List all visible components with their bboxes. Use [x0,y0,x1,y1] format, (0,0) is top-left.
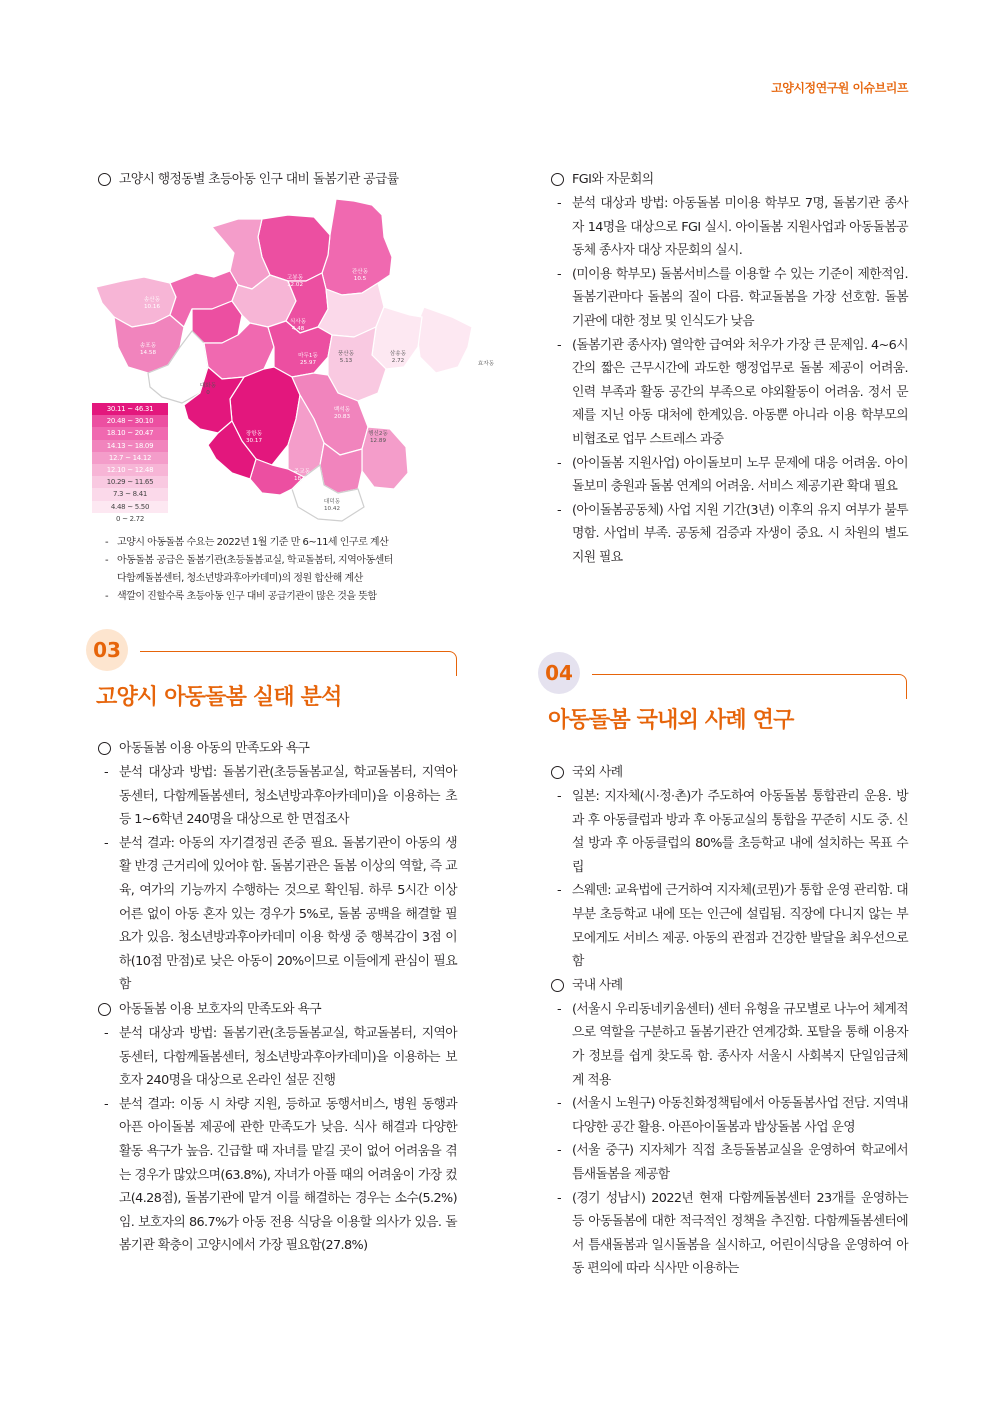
region-label-daehwa-value: 0 [206,390,210,396]
map-note: - 아동돌봄 공급은 돌봄기관(초등돌봄교실, 학교돌봄터, 지역아동센터 [105,555,393,566]
region-label-sikssa: 식사동 [289,319,307,325]
region-label-pungsan-value: 5.13 [339,358,353,364]
section-04-badge: 04 [538,652,580,694]
block-item: - 분석 결과: 아동의 자기결정권 존중 필요. 돌봄기관이 아동의 생활 반경 근거리에 있어야 함. 돌봄기관은 돌봄 이상의 역할, 즉 교육, 여가의 기능까지 수행하는 것으로 확인됨. 하루 5시간 이상 어른 없이 아동 혼자 있는 경우가 5%로, 돌봄 공백을 해결할 필요가 있음. 청소년방과후아카데미 이용 학생 중 행복감이 3점 이하(10점 만점)로 낮은 아동이 20%이므로 이들에게 관심이 필요함 [104,835,457,993]
region-label-samsong: 삼송동 [389,351,407,357]
block-item: - 분석 결과: 이동 시 차량 지원, 등하교 동행서비스, 병원 동행과 아픈 아이돌봄 제공에 관한 만족도가 낮음. 식사 해결과 다양한 활동 욕구가 높음. 긴급할 때 자녀를 맡길 곳이 없어 어려움을 겪는 경우가 많았으며(63.8%), 자녀가 아플 때의 어려움이 가장 컸고(4.28점), 돌봄기관에 맡겨 이를 해결하는 경우는 소수(5.2%)임. 보호자의 86.7%가 아동 전용 식당을 이용할 의사가 있음. 돌봄기관 확충이 고양시에서 가장 필요함(27.8%) [104,1096,457,1254]
section-03-title: 고양시 아동돌봄 실태 분석 [96,685,342,710]
map-note: - 색깔이 진할수록 초등아동 인구 대비 공급기관이 많은 것을 뜻함 [105,591,377,602]
region-label-changneung-value: 7.1 [413,282,423,288]
region-label-songpo-value: 14.58 [139,350,157,356]
region-label-haengsin: 행신2동 [368,431,388,437]
block-item: - 분석 대상과 방법: 돌봄기관(초등돌봄교실, 학교돌봄터, 지역아동센터, 다함께돌봄센터, 청소년방과후아카데미)을 이용하는 보호자 240명을 대상으로 온라인 설문 진행 [104,1025,457,1089]
block-heading: 아동돌봄 이용 보호자의 만족도와 욕구 [95,998,457,1022]
bullet-circle-icon [551,979,564,992]
bullet-circle-icon [98,742,111,755]
legend-item: 12.7 ~ 14.12 [92,452,168,464]
region-label-haengsin-value: 12.89 [369,438,387,444]
region-label-baekseok-value: 20.83 [333,414,351,420]
region-label-songsan-value: 10.16 [143,304,161,310]
legend-item: 12.10 ~ 12.48 [92,464,168,476]
legend-item: 10.29 ~ 11.65 [92,476,168,488]
bullet-circle-icon [551,173,564,186]
section-04-rule [592,674,907,699]
legend-item: 14.13 ~ 18.09 [92,440,168,452]
legend-item: 18.10 ~ 20.47 [92,427,168,439]
block-item: - 스웨덴: 교육법에 근거하여 지자체(코뮌)가 통합 운영 관리함. 대부분 초등학교 내에 또는 인근에 설립됨. 직장에 다니지 않는 부모에게도 서비스 제공. 아동의 관점과 건강한 발달을 최우선으로 함 [557,883,908,970]
region-label-daedeok: 대덕동 [323,499,341,505]
region-label-gobong-value: 12.02 [286,282,304,288]
region-label-daedeok-value: 10.42 [323,506,341,512]
block-item: - (경기 성남시) 2022년 현재 다함께돌봄센터 23개를 운영하는 등 아동돌봄에 대한 적극적인 정책을 추진함. 다함께돌봄센터에서 틈새돌봄과 일시돌봄을 실시하고, 어린이식당을 운영하여 아동 편의에 따라 식사만 이용하는 [557,1190,908,1277]
region-label-janghang: 장항동 [245,431,263,437]
region-label-songsan: 송산동 [143,297,161,303]
bullet-circle-icon [551,766,564,779]
map-note: - 고양시 아동돌봄 수요는 2022년 1월 기준 만 6~11세 인구로 계산 [105,537,389,548]
block-heading: 아동돌봄 이용 아동의 만족도와 욕구 [95,737,457,761]
section-03-body [95,737,457,1258]
region-label-madu-value: 25.97 [299,360,317,366]
legend-item: 0 ~ 2.72 [92,513,168,525]
region-label-baekseok: 백석동 [333,407,351,413]
map-heading: 고양시 행정동별 초등아동 인구 대비 돌봄기관 공급률 [95,168,457,192]
region-label-madu: 마두1동 [298,353,318,359]
legend-item: 4.48 ~ 5.50 [92,501,168,513]
fgi-item: - (아이돌봄 지원사업) 아이돌보미 노무 문제에 대응 어려움. 아이돌보미 충원과 돌봄 연계의 어려움. 서비스 제공기관 확대 필요 [557,455,908,495]
section-04-title: 아동돌봄 국내외 사례 연구 [548,708,794,733]
block-item: - (서울 중구) 지자체가 직접 초등돌봄교실을 운영하여 학교에서 틈새돌봄을 제공함 [557,1143,908,1182]
map-heading-block [95,168,457,192]
bullet-circle-icon [98,173,111,186]
fgi-heading: FGI와 자문회의 [548,168,908,192]
map-notes [105,534,445,606]
section-03-rule [140,651,457,676]
block-heading: 국내 사례 [548,974,908,998]
map-note: 다함께돌봄센터, 청소년방과후아카데미)의 정원 합산해 계산 [117,573,363,584]
region-label-sikssa-value: 4.48 [291,326,305,332]
region-label-samsong-value: 2.72 [391,358,405,364]
issue-brief-header: 고양시정연구원 이슈브리프 [771,81,908,95]
region-far-east [416,307,510,373]
region-label-gobong: 고봉동 [286,275,304,281]
legend-item: 7.3 ~ 8.41 [92,488,168,500]
region-label-hyoja: 효자동 [477,361,495,367]
block-heading: 국외 사례 [548,761,908,785]
fgi-item: - (돌봄기관 종사자) 열악한 급여와 처우가 가장 큰 문제임. 4~6시간의 짧은 근무시간에 과도한 행정업무로 돌봄 제공이 어려움. 인력 부족과 활동 공간의 부족으로 야외활동이 어려움. 정서 문제를 지닌 아동 대처에 한계있음. 아동뿐 아니라 이용 학부모의 비협조로 업무 스트레스 과중 [557,337,908,447]
legend-item: 30.11 ~ 46.31 [92,403,168,415]
region-label-gwansan: 관산동 [351,269,369,275]
bullet-circle-icon [98,1003,111,1016]
block-item: - (서울시 우리동네키움센터) 센터 유형을 규모별로 나누어 체계적으로 역할을 구분하고 돌봄기관간 연계강화. 포탈을 통해 이용자가 정보를 쉽게 찾도록 함. 종사자 서울시 사회복지 단일임금체계 적용 [557,1001,908,1088]
region-label-songpo: 송포동 [139,343,157,349]
fgi-item: - (미이용 학부모) 돌봄서비스를 이용할 수 있는 기준이 제한적임. 돌봄기관마다 돌봄의 질이 다름. 학교돌봄을 가장 선호함. 돌봄기관에 대한 정보 및 인식도가 낮음 [557,266,908,329]
section-04-body [548,761,908,1281]
region-label-changneung: 창릉동 [409,275,427,281]
region-label-gwansan-value: 10.5 [353,276,367,282]
fgi-block [548,168,908,570]
region-label-janghang-value: 30.17 [245,438,263,444]
block-item: - 일본: 지자체(시·정·촌)가 주도하여 아동돌봄 통합관리 운용. 방과 후 아동클럽과 방과 후 아동교실의 통합을 꾸준히 시도 중. 신설 방과 후 아동클럽의 80%를 초등학교 내에 설치하는 목표 수립 [557,789,908,875]
region-label-juggyo-value: 18.29 [293,476,311,482]
fgi-item: - (아이돌봄공동체) 사업 지원 기간(3년) 이후의 유지 여부가 불투명함. 사업비 부족. 공동체 검증과 자생이 중요. 시 차원의 별도 지원 필요 [557,502,908,565]
region-label-daehwa: 대화동 [199,383,217,389]
region-label-pungsan: 풍산동 [337,351,355,357]
map-legend [92,403,168,525]
section-03-badge: 03 [86,629,128,671]
block-item: - (서울시 노원구) 아동친화정책팀에서 아동돌봄사업 전담. 지역내 다양한 공간 활용. 아픈아이돌봄과 밥상돌봄 사업 운영 [557,1096,908,1135]
region-label-juggyo: 주교동 [293,469,311,475]
block-item: - 분석 대상과 방법: 돌봄기관(초등돌봄교실, 학교돌봄터, 지역아동센터, 다함께돌봄센터, 청소년방과후아카데미)을 이용하는 초등 1~6학년 240명을 대상으로 한 면접조사 [104,765,457,828]
fgi-item: - 분석 대상과 방법: 아동돌봄 미이용 학부모 7명, 돌봄기관 종사자 14명을 대상으로 FGI 실시. 아이돌봄 지원사업과 아동돌봄공동체 종사자 대상 자문회의 실시. [557,196,908,259]
legend-item: 20.48 ~ 30.10 [92,415,168,427]
